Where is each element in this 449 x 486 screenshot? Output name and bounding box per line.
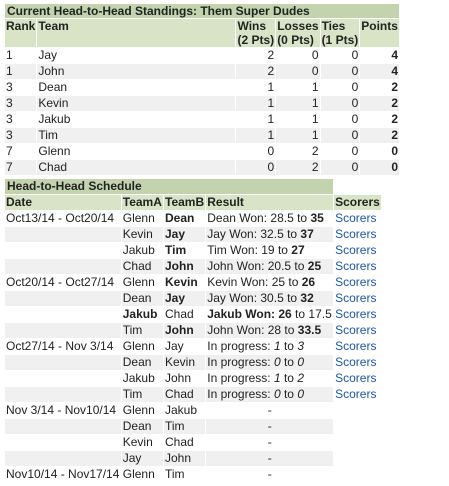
team-b-cell: Jay [164,291,205,306]
scorers-cell [334,451,381,466]
team-header: Team [37,19,235,47]
schedule-row [5,435,381,450]
team-cell: Dean [37,80,235,95]
team-a-cell: Kevin [122,435,163,450]
rank-header: Rank [5,19,36,47]
losses-cell: 1 [276,96,319,111]
rank-cell: 3 [5,80,36,95]
result-cell [206,291,333,306]
scorers-cell [334,323,381,338]
result-cell [206,259,333,274]
team-b-cell: Jay [164,339,205,354]
result-cell [206,371,333,386]
scorers-cell [334,435,381,450]
team-a-cell: Tim [122,323,163,338]
scorers-cell [334,291,381,306]
result-cell [206,275,333,290]
losses-cell: 2 [276,160,319,175]
wins-cell: 1 [236,96,275,111]
team-cell: Jakub [37,112,235,127]
team-a-cell: Tim [122,387,163,402]
result-text: Jay Won: 32.5 to [207,227,301,241]
score-b: 2 [297,371,305,385]
team-a-cell: Jakub [122,307,163,322]
scorers-link[interactable]: Scorers [335,355,377,369]
date-cell: Oct13/14 - Oct20/14 [5,211,121,226]
result-text: Dean Won: 28.5 to [207,211,311,225]
result-cell [206,355,333,370]
standings-row [5,144,399,159]
result-cell: - [206,451,333,466]
date-cell [5,355,121,370]
standings-row [5,64,399,79]
ties-cell: 0 [321,64,360,79]
points-cell: 0 [360,144,399,159]
team-b-cell: Jay [164,227,205,242]
ties-cell: 0 [321,128,360,143]
losses-cell: 1 [276,128,319,143]
team-a-cell: Chad [122,259,163,274]
date-cell [5,451,121,466]
ties-cell: 0 [321,48,360,63]
date-cell: Nov10/14 - Nov17/14 [6,467,120,481]
score-b: 0 [297,387,305,401]
team-a-cell: Glenn [122,275,163,290]
date-cell [5,323,121,338]
team-cell: Tim [37,128,235,143]
team-a-cell: Jakub [122,371,163,386]
schedule-row [5,259,381,274]
scorers-link[interactable]: Scorers [335,371,377,385]
scorers-cell [334,211,381,226]
result-cell: - [206,435,333,450]
scorers-cell [334,259,381,274]
scorers-link[interactable]: Scorers [335,259,377,273]
points-cell: 2 [360,96,399,111]
date-cell [5,387,121,402]
winning-score: 37 [300,227,314,241]
date-cell [5,435,121,450]
rank-cell: 7 [5,160,36,175]
standings-table [4,3,400,176]
team-cell: John [37,64,235,79]
date-header: Date [5,195,121,210]
schedule-row [5,339,381,354]
ties-cell: 0 [321,160,360,175]
date-cell: Oct20/14 - Oct27/14 [5,275,121,290]
standings-row [5,160,399,175]
points-cell: 2 [360,112,399,127]
winning-score: 25 [307,259,322,273]
team-cell: Jay [37,48,235,63]
scorers-link[interactable]: Scorers [335,323,377,337]
score-separator: to [280,355,298,369]
schedule-row [5,307,381,322]
date-cell: Oct27/14 - Nov 3/14 [5,339,121,354]
team-b-cell: John [164,371,205,386]
points-cell: 4 [360,64,399,79]
rank-cell: 3 [5,112,36,127]
scorers-link[interactable]: Scorers [335,387,377,401]
team-a-cell: Glenn [122,339,163,354]
standings-row [5,80,399,95]
team-b-cell: John [164,323,205,338]
team-b-cell: Chad [164,387,205,402]
result-text: Tim Won: 19 to [207,243,292,257]
scorers-link[interactable]: Scorers [335,243,377,257]
schedule-row [5,467,381,482]
scorers-cell [334,275,381,290]
losses-cell: 1 [276,80,319,95]
rank-cell: 3 [5,128,36,143]
team-a-cell: Jay [122,451,163,466]
scorers-link[interactable]: Scorers [335,339,377,353]
scorers-link[interactable]: Scorers [335,227,377,241]
team-a-cell: Kevin [122,227,163,242]
losses-cell: 2 [276,144,319,159]
schedule-row [5,419,381,434]
winning-score: 32 [300,291,314,305]
team-b-cell: Kevin [164,355,205,370]
team-a-cell: Glenn [122,211,163,226]
team-b-cell: Jakub [164,403,205,418]
ties-cell: 0 [321,96,360,111]
schedule-row [5,323,381,338]
schedule-row [5,275,381,290]
team-b-cell: John [164,259,205,274]
result-text: In progress: [207,355,274,369]
wins-cell: 2 [236,64,275,79]
score-a: 1 [273,339,281,353]
points-cell: 0 [360,160,399,175]
standings-row [5,128,399,143]
result-cell: - [206,467,333,482]
points-header: Points [360,19,399,47]
ties-cell: 0 [321,80,360,95]
points-cell: 2 [360,128,399,143]
team-a-cell: Jakub [122,243,163,258]
result-cell [206,387,333,402]
result-text: In progress: [207,387,274,401]
result-text: In progress: [207,339,274,353]
wins-cell: 0 [236,144,275,159]
scorers-cell [334,355,381,370]
result-text: In progress: [207,371,274,385]
losses-cell: 1 [276,112,319,127]
team-b-cell: Chad [164,307,205,322]
scorers-cell [334,419,381,434]
scorers-cell [334,467,381,482]
standings-row [5,112,399,127]
points-cell: 4 [360,48,399,63]
date-cell [5,291,121,306]
standings-row [5,96,399,111]
result-cell [206,339,333,354]
standings-row [5,48,399,63]
scorers-cell [334,339,381,354]
date-cell [5,243,121,258]
winning-score: 27 [291,243,305,257]
score-b: 3 [297,339,305,353]
result-cell [206,307,333,322]
result-cell [206,211,333,226]
wins-cell: 2 [236,48,275,63]
wins-header: Wins (2 Pts) [237,19,275,47]
score-a: 0 [273,355,281,369]
scorers-header: Scorers [335,195,380,209]
date-cell [5,419,121,434]
team-a-cell: Glenn [122,403,163,418]
result-text: Jay Won: 30.5 to [207,291,301,305]
team-b-header: TeamB [165,195,205,209]
score-separator: to [280,387,298,401]
score-separator: to [280,339,298,353]
scorers-cell [334,307,381,322]
date-cell [5,227,121,242]
scorers-link[interactable]: Scorers [335,291,377,305]
schedule-row [5,355,381,370]
team-b-cell: Tim [164,419,205,434]
scorers-cell [334,227,381,242]
schedule-title: Head-to-Head Schedule [5,179,333,194]
result-text: John Won: 28 to [207,323,298,337]
scorers-cell [334,403,381,418]
team-a-header: TeamA [122,195,162,209]
team-b-cell: John [164,451,205,466]
team-cell: Kevin [37,96,235,111]
losses-cell: 0 [276,48,319,63]
score-b: 0 [297,355,305,369]
schedule-row [5,387,381,402]
wins-cell: 1 [236,112,275,127]
date-cell [5,307,121,322]
losses-header: Losses (0 Pts) [277,19,319,47]
scorers-cell [334,387,381,402]
date-cell [5,371,121,386]
rank-cell: 1 [5,48,36,63]
scorers-link[interactable]: Scorers [335,307,377,321]
rank-cell: 7 [5,144,36,159]
result-cell [206,323,333,338]
rank-cell: 3 [5,96,36,111]
ties-header: Ties (1 Pts) [321,19,359,47]
losses-cell: 0 [276,64,319,79]
scorers-cell [334,371,381,386]
result-cell: - [206,403,333,418]
winning-score: 26 [301,275,316,289]
wins-cell: 1 [236,80,275,95]
standings-title: Current Head-to-Head Standings: Them Super Dudes [5,4,399,18]
schedule-row [5,291,381,306]
score-a: 1 [273,371,281,385]
team-b-cell: Dean [164,211,205,226]
wins-cell: 1 [236,128,275,143]
result-cell: - [206,419,333,434]
team-cell: Glenn [37,144,235,159]
scorers-link[interactable]: Scorers [335,275,377,289]
ties-cell: 0 [321,144,360,159]
team-a-cell: Glenn [122,467,163,482]
ties-cell: 0 [321,112,360,127]
team-b-cell: Tim [164,243,205,258]
team-a-cell: Dean [122,419,163,434]
score-separator: to [280,371,298,385]
rank-cell: 1 [5,64,36,79]
schedule-row [5,227,381,242]
team-a-cell: Dean [122,291,163,306]
result-text: Kevin Won: 25 to [207,275,302,289]
score-a: 0 [273,387,281,401]
date-cell: Nov 3/14 - Nov10/14 [5,403,121,418]
winning-score: 35 [310,211,324,225]
wins-cell: 0 [236,160,275,175]
points-cell: 2 [360,80,399,95]
team-b-cell: Kevin [164,275,205,290]
schedule-row [5,451,381,466]
result-cell [206,243,333,258]
team-cell: Chad [37,160,235,175]
schedule-row [5,371,381,386]
schedule-table [4,178,382,483]
result-text: John Won: 20.5 to [207,259,308,273]
date-cell [5,259,121,274]
winning-score: 33.5 [297,323,322,337]
team-a-cell: Dean [122,355,163,370]
scorers-link[interactable]: Scorers [335,211,377,225]
schedule-row [5,243,381,258]
result-header: Result [206,195,333,210]
scorers-cell [334,243,381,258]
schedule-row [5,403,381,418]
losing-score: to 17.5 [291,307,332,321]
schedule-row [5,211,381,226]
team-b-cell: Chad [164,435,205,450]
result-cell [206,227,333,242]
team-b-cell: Tim [164,467,205,482]
result-text: Jakub Won: 26 [207,307,292,321]
